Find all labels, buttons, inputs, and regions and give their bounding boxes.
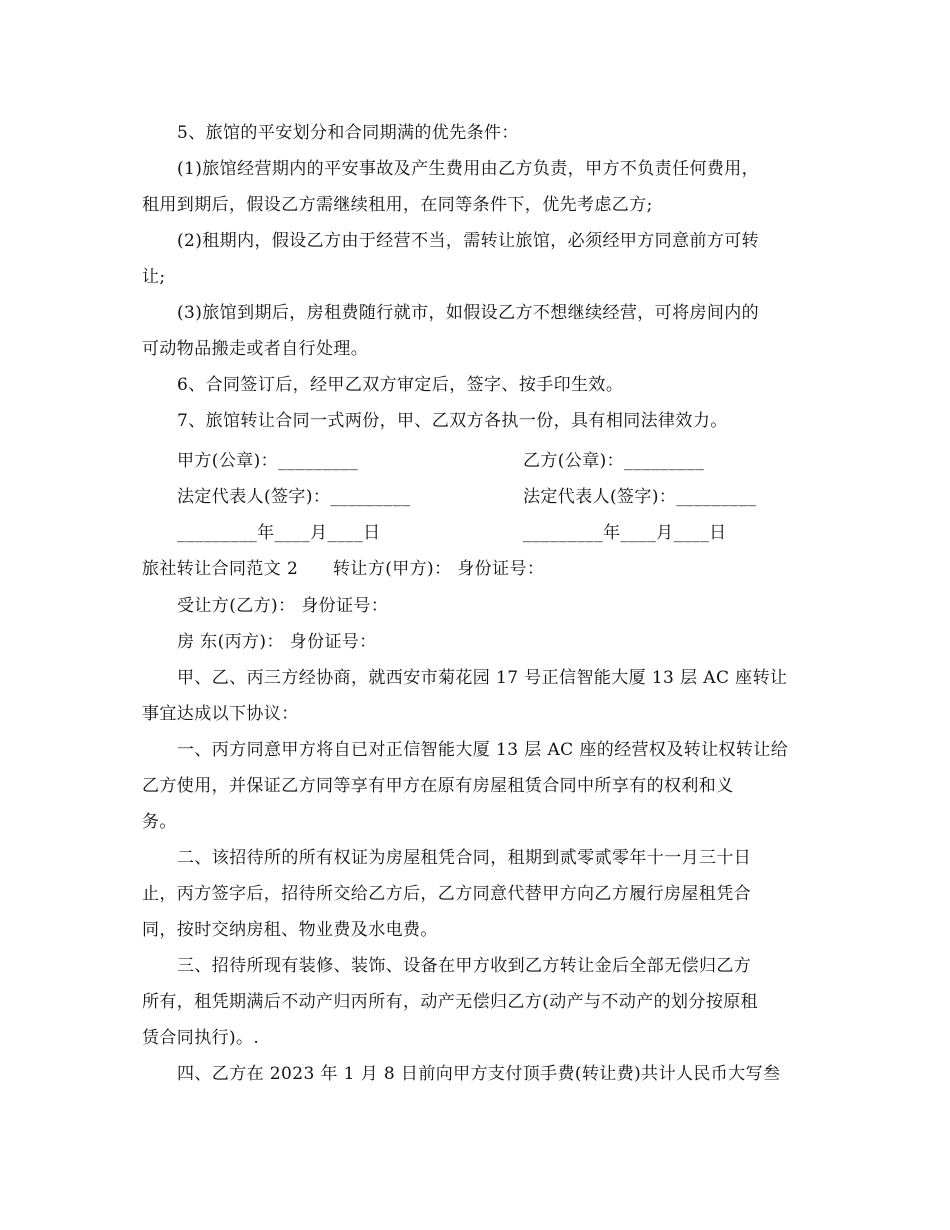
party-b-date: _________年____月____日 <box>523 523 727 543</box>
article-3-line-1: 三、招待所现有装修、装饰、设备在甲方收到乙方转让金后全部无偿归乙方 <box>177 956 752 976</box>
article-3-line-2: 所有，租凭期满后不动产归丙所有，动产无偿归乙方(动产与不动产的划分按原租 <box>142 992 759 1012</box>
article-3-line-3: 赁合同执行)。. <box>142 1028 260 1048</box>
article-4-line-1: 四、乙方在 2023 年 1 月 8 日前向甲方支付顶手费(转让费)共计人民币大写叁 <box>177 1064 781 1084</box>
article-1-line-3: 务。 <box>142 812 177 832</box>
intro-line-2: 事宜达成以下协议： <box>142 704 299 724</box>
article-1-line-2: 乙方使用，并保证乙方同等享有甲方在原有房屋租赁合同中所享有的权利和义 <box>142 776 734 796</box>
party-a-seal: 甲方(公章)：_________ <box>177 451 359 471</box>
sample-2-header: 旅社转让合同范文 2 转让方(甲方)： 身份证号： <box>142 559 545 579</box>
landlord-line: 房 东(丙方)： 身份证号： <box>177 632 377 652</box>
clause-5-3-line-2: 可动物品搬走或者自行处理。 <box>142 339 369 359</box>
article-1-line-1: 一、丙方同意甲方将自已对正信智能大厦 13 层 AC 座的经营权及转让权转让给 <box>177 740 789 760</box>
party-a-date: _________年____月____日 <box>177 523 381 543</box>
article-2-line-2: 止，丙方签字后，招待所交给乙方后，乙方同意代替甲方向乙方履行房屋租凭合 <box>142 884 751 904</box>
article-2-line-1: 二、该招待所的所有权证为房屋租凭合同，租期到贰零贰零年十一月三十日 <box>177 848 752 868</box>
clause-5-3-line-1: (3)旅馆到期后，房租费随行就市，如假设乙方不想继续经营，可将房间内的 <box>177 303 760 323</box>
clause-7: 7、旅馆转让合同一式两份，甲、乙双方各执一份，具有相同法律效力。 <box>177 411 728 431</box>
clause-5-1-line-1: (1)旅馆经营期内的平安事故及产生费用由乙方负责，甲方不负责任何费用， <box>177 159 760 179</box>
party-b-seal: 乙方(公章)：_________ <box>523 451 705 471</box>
clause-5-1-line-2: 租用到期后，假设乙方需继续租用，在同等条件下，优先考虑乙方; <box>142 195 653 215</box>
article-2-line-3: 同，按时交纳房租、物业费及水电费。 <box>142 920 438 940</box>
clause-5-title: 5、旅馆的平安划分和合同期满的优先条件： <box>177 123 519 143</box>
party-b-representative: 法定代表人(签字)：_________ <box>523 487 757 507</box>
party-a-representative: 法定代表人(签字)：_________ <box>177 487 411 507</box>
transferee-line: 受让方(乙方)： 身份证号： <box>177 596 389 616</box>
intro-line-1: 甲、乙、丙三方经协商，就西安市菊花园 17 号正信智能大厦 13 层 AC 座转让 <box>177 668 788 688</box>
clause-6: 6、合同签订后，经甲乙双方审定后，签字、按手印生效。 <box>177 375 624 395</box>
clause-5-2-line-1: (2)租期内，假设乙方由于经营不当，需转让旅馆，必须经甲方同意前方可转 <box>177 231 760 251</box>
clause-5-2-line-2: 让; <box>142 267 166 287</box>
